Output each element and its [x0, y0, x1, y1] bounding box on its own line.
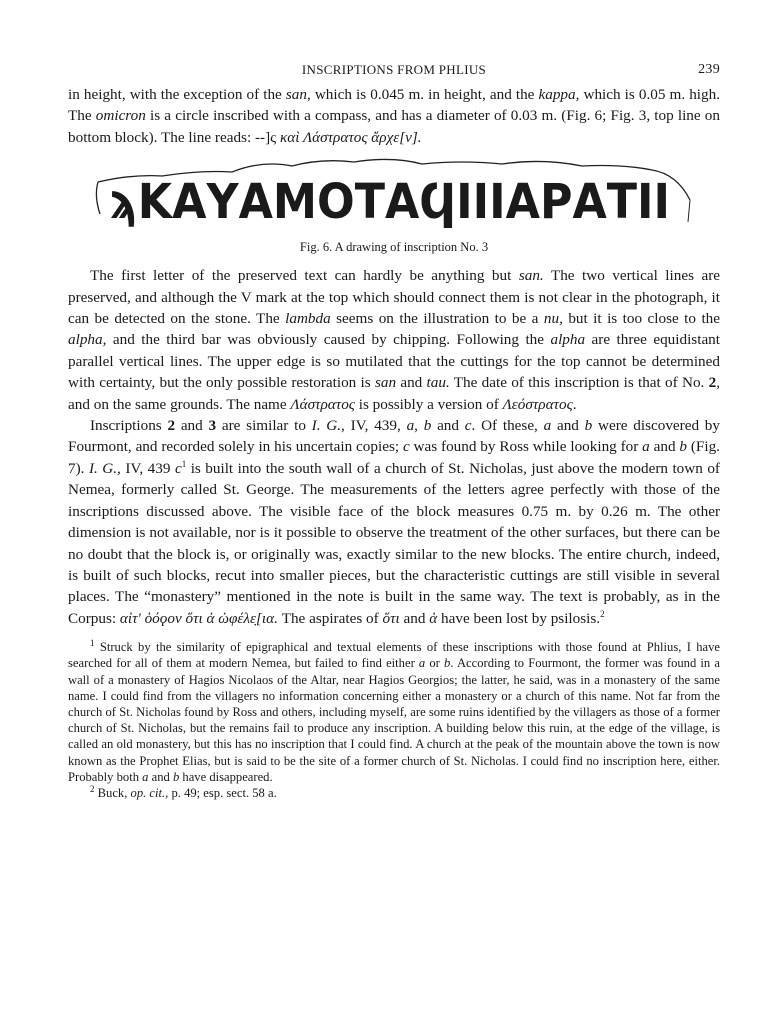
running-header [68, 62, 720, 84]
figure-caption: Fig. 6. A drawing of inscription No. 3 [299, 240, 489, 255]
text-run: , [414, 417, 424, 435]
citation: I. G. [88, 459, 118, 477]
term: san [374, 374, 397, 392]
footnote-1 [68, 639, 720, 785]
inscription-number: 2 [708, 374, 717, 392]
term-kappa: kappa, [538, 86, 580, 103]
text-run: The aspirates of [277, 609, 383, 627]
paragraph-1 [68, 84, 720, 148]
figure-6 [68, 152, 720, 238]
text-run: in height, with the exception of the [68, 86, 286, 103]
running-title: INSCRIPTIONS FROM PHLIUS [301, 62, 487, 77]
text-run: is a circle inscribed with a compass, and has a diameter of 0.03 m. (Fig. 6; Fig. 3, top line on bottom block). The line reads: --]ς [68, 107, 720, 146]
text-run: and [431, 417, 465, 435]
text-run: and [396, 374, 427, 392]
text-run: Inscriptions [90, 417, 168, 435]
text-run: . According to Fourmont, the former was found in a wall of a monastery of Hagios Nicolaos of the Altar, near Hagios Georgios; the latter, he said, was in a monastery of the same name. I could find from the villagers no information concerning either a monastery or a church of this name. Not far from the church of St. Nicholas found by Ross and others, including myself, are some ruins identified by the villagers as those of a former church of St. Nicholas, but the remains fail to produce any inscription. A building below this ruin, at the edge of the village, is called an old monastery, but this has no inscription that I could find. A church at the peak of the mountain above the town is now known as the Prophet Elias, but is said to be the site of a former church of St. Nicholas. I could find no inscription here, either. Probably both [68, 656, 720, 784]
text-run: and [175, 417, 209, 435]
text-run: Struck by the similarity of epigraphical and textual elements of these inscriptions with those found at Phlius, I have searched for all of them at modern Nemea, but failed to find either [68, 640, 720, 671]
footnote-mark: 1 [90, 637, 95, 648]
inscription-glyphs: ϡΚΑΥΑΜΟΤΑϤΙΙΙΑΡΑΤΙΙ [110, 174, 670, 231]
text-run: , and on the same grounds. The name [68, 374, 720, 413]
term: lambda [285, 310, 331, 328]
term: tau. [426, 374, 450, 392]
text-run: , IV, 439, [341, 417, 407, 435]
text-run: was found by Ross while looking for [409, 438, 643, 456]
letter: b [423, 417, 432, 435]
letter: b [679, 438, 687, 456]
letter: a [418, 656, 426, 671]
text-run: and the third bar was obviously caused by chipping. Following the [106, 331, 551, 349]
letter: a [406, 417, 415, 435]
text-run: , IV, 439 [117, 459, 175, 477]
greek-word: ὅτι [382, 609, 400, 627]
citation: op. cit. [130, 785, 166, 800]
citation: I. G. [311, 417, 342, 435]
term: nu, [543, 310, 563, 328]
text-run: and [148, 769, 173, 784]
text-run: , p. 49; esp. sect. 58 a. [165, 785, 277, 800]
text-run: seems on the illustration to be a [330, 310, 544, 328]
text-run: which is 0.045 m. in height, and the [310, 86, 539, 103]
greek-name: Λεόστρατος [502, 395, 573, 413]
text-run: is possibly a version of [354, 395, 503, 413]
text-run: which is 0.05 m. high. The [68, 86, 720, 125]
term: alpha [550, 331, 586, 349]
inscription-drawing [92, 152, 692, 236]
letter: c [464, 417, 472, 435]
text-run: and [551, 417, 585, 435]
text-run: The date of this inscription is that of No. [449, 374, 709, 392]
text-run: and [649, 438, 680, 456]
text-run: or [425, 656, 445, 671]
letter: a [642, 438, 650, 456]
paragraph-2 [68, 265, 720, 415]
term-san: san, [285, 86, 311, 103]
letter: c [402, 438, 410, 456]
footnote-mark: 2 [90, 783, 95, 794]
text-run: . [572, 395, 577, 413]
text-run: is built into the south wall of a church of St. Nicholas, just above the modern town of Nemea, formerly called St. George. The measurements of the letters agree perfectly with those of the inscriptions discussed above. The visible face of the block measures 0.75 m. by 0.26 m. The other dimension is not available, nor is it possible to observe the treatment of the other surfaces, but there can be no doubt that the block is, or originally was, exactly similar to the new blocks. The entire church, indeed, is built of such blocks, recut into smaller pieces, but the characteristic cuttings are still visible in several places. The “monastery” mentioned in the note is built in the same way. The text is probably, as in the Corpus: [68, 459, 720, 627]
text-run: and [399, 609, 430, 627]
greek-name: Λάστρατος [290, 395, 355, 413]
letter: c [174, 459, 182, 477]
text-run: The first letter of the preserved text can hardly be anything but [90, 267, 519, 285]
text-run: The two vertical lines are preserved, and although the V mark at the top which should connect them is not clear in the photograph, it can be detected on the stone. The [68, 267, 720, 328]
letter: a [142, 769, 149, 784]
footnotes [68, 639, 720, 801]
footnote-2 [68, 785, 720, 801]
letter: a [543, 417, 552, 435]
text-run: were discovered by Fourmont, and recorded solely in his uncertain copies; [68, 417, 720, 456]
letter: b [584, 417, 593, 435]
letter: b [444, 656, 451, 671]
footnote-ref-1[interactable]: 1 [181, 458, 187, 469]
inscription-number: 3 [208, 417, 217, 435]
text-run: but it is too close to the [562, 310, 720, 328]
text-run: . Of these, [471, 417, 544, 435]
text-run: are three equidistant parallel vertical lines. The upper edge is so mutilated that the cuttings for the top cannot be determined with certainty, but the only possible restoration is [68, 331, 720, 392]
text-run: have been lost by psilosis. [437, 609, 601, 627]
term-omicron: omicron [95, 107, 146, 125]
greek-word: ἁ [429, 609, 438, 627]
term: alpha, [68, 331, 107, 349]
inscription-number: 2 [167, 417, 176, 435]
term: san. [518, 267, 544, 285]
letter: b [172, 769, 180, 784]
greek-reading: αἰτ' ὁόϙον ὅτι ἀ ὠφέλε̣[ια. [119, 609, 278, 627]
page [68, 62, 720, 801]
text-run: (Fig. 7). [68, 438, 720, 477]
text-run: are similar to [216, 417, 312, 435]
text-run: Buck, [94, 785, 131, 800]
greek-reading: καὶ Λάστρατος ἄρχε[ν]. [279, 128, 422, 146]
paragraph-3 [68, 415, 720, 629]
page-number: 239 [698, 62, 720, 77]
footnote-ref-2[interactable]: 2 [600, 608, 605, 619]
text-run: have disappeared. [179, 769, 273, 784]
